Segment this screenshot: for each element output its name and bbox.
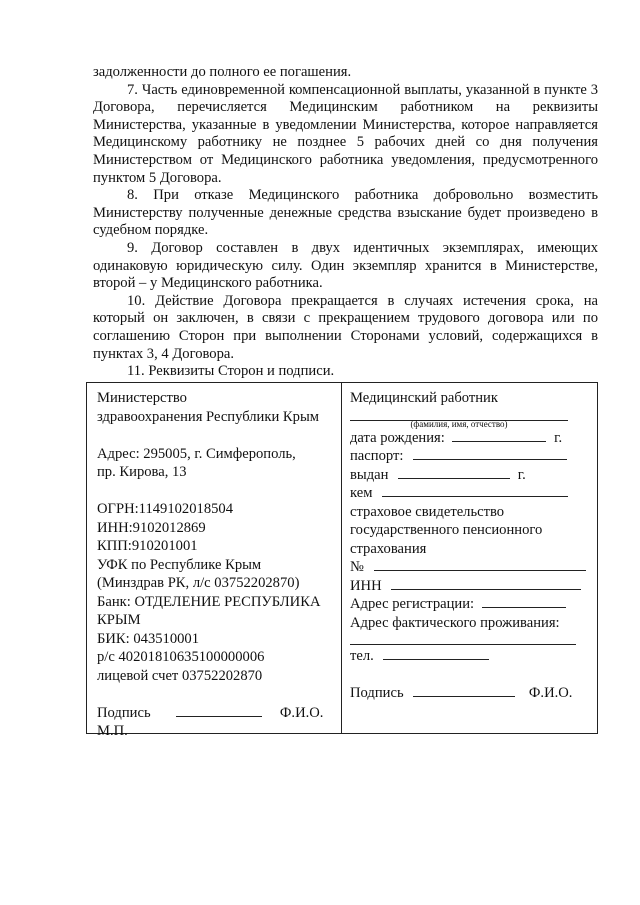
- worker-title: Медицинский работник: [350, 390, 498, 406]
- paragraph-9: 9. Договор составлен в двух идентичных экземплярах, имеющих одинаковую юридическую силу. Один экземпляр хранится в Министерстве, второй – у Медицинского работника.: [93, 239, 598, 292]
- worker-insurance-line2: государственного пенсионного: [350, 522, 543, 538]
- ministry-fio-label: Ф.И.О.: [279, 704, 324, 721]
- paragraph-8: 8. При отказе Медицинского работника добровольно возместить Министерству полученные денежные средства взыскание будет произведено в судебном порядке.: [93, 187, 598, 239]
- contract-body: [93, 64, 598, 381]
- worker-requisites: [350, 389, 595, 703]
- worker-signature-label: Подпись: [350, 685, 404, 701]
- ministry-name-line1: Министерство: [97, 390, 187, 406]
- ministry-address-line1: Адрес: 295005, г. Симферополь,: [97, 445, 296, 462]
- ministry-signature-label: Подпись: [97, 704, 151, 721]
- ministry-bank-line2: КРЫМ: [97, 612, 141, 628]
- ministry-ufk-line1: УФК по Республике Крым: [97, 556, 262, 573]
- worker-phone-row: [350, 647, 595, 666]
- worker-insurance-line1: страховое свидетельство: [350, 503, 505, 520]
- column-divider: [341, 383, 342, 733]
- ministry-bik: БИК: 043510001: [97, 630, 200, 647]
- ministry-signature-row: [97, 704, 337, 723]
- worker-insurance-line3: страхования: [350, 540, 427, 557]
- worker-registration-label: Адрес регистрации:: [350, 596, 475, 612]
- worker-passport-label: паспорт:: [350, 448, 404, 464]
- worker-birth-line[interactable]: [452, 429, 546, 442]
- worker-by-row: [350, 484, 595, 503]
- worker-phone-line[interactable]: [383, 647, 489, 660]
- ministry-ufk-line2: (Минздрав РК, л/с 03752202870): [97, 575, 300, 591]
- paragraph-11: 11. Реквизиты Сторон и подписи.: [127, 363, 335, 380]
- requisites-table: [86, 382, 598, 739]
- ministry-stamp-label: М.П.: [97, 723, 128, 739]
- worker-by-line[interactable]: [382, 484, 568, 497]
- worker-number-label: №: [350, 559, 364, 575]
- worker-signature-line[interactable]: [413, 684, 515, 697]
- worker-issued-year-suffix: г.: [517, 466, 526, 483]
- worker-number-row: [350, 558, 595, 577]
- worker-registration-line[interactable]: [482, 595, 566, 608]
- worker-issued-row: [350, 466, 595, 485]
- ministry-kpp: КПП:910201001: [97, 538, 198, 554]
- worker-birth-row: [350, 429, 595, 448]
- worker-fio-caption: (фамилия, имя, отчество): [410, 418, 508, 429]
- ministry-personal-account: лицевой счет 03752202870: [97, 667, 263, 684]
- ministry-ogrn: ОГРН:1149102018504: [97, 501, 234, 517]
- ministry-inn: ИНН:9102012869: [97, 519, 206, 536]
- worker-number-line[interactable]: [374, 558, 586, 571]
- ministry-requisites: [97, 389, 337, 741]
- worker-passport-line[interactable]: [413, 447, 567, 460]
- paragraph-7: 7. Часть единовременной компенсационной выплаты, указанной в пункте 3 Договора, перечисляется Медицинским работником на реквизиты Министерства, указанные в уведомлении Министерства, которое направляется Медицинскому работнику не позднее 5 рабочих дней со дня получения Министерством от Медицинского работника уведомления, предусмотренного пунктом 5 Договора.: [93, 81, 598, 186]
- worker-inn-row: [350, 577, 595, 596]
- worker-by-label: кем: [350, 485, 373, 501]
- worker-passport-row: [350, 447, 595, 466]
- paragraph-6-end: задолженности до полного ее погашения.: [93, 64, 352, 80]
- worker-issued-line[interactable]: [398, 466, 510, 479]
- worker-residence-line[interactable]: [350, 632, 576, 645]
- ministry-account: р/с 40201810635100000006: [97, 649, 265, 665]
- worker-inn-line[interactable]: [391, 577, 581, 590]
- ministry-address-line2: пр. Кирова, 13: [97, 464, 187, 480]
- worker-signature-row: [350, 684, 595, 703]
- worker-inn-label: ИНН: [350, 577, 382, 594]
- worker-phone-label: тел.: [350, 648, 374, 664]
- ministry-signature-line[interactable]: [176, 704, 262, 717]
- ministry-bank-line1: Банк: ОТДЕЛЕНИЕ РЕСПУБЛИКА: [97, 593, 321, 610]
- worker-fio-label: Ф.И.О.: [528, 685, 573, 701]
- worker-issued-label: выдан: [350, 466, 389, 483]
- worker-residence-label: Адрес фактического проживания:: [350, 614, 560, 631]
- ministry-name-line2: здравоохранения Республики Крым: [97, 408, 319, 425]
- worker-birth-label: дата рождения:: [350, 429, 445, 446]
- paragraph-10: 10. Действие Договора прекращается в случаях истечения срока, на который он заключен, в связи с прекращением трудового договора или по соглашению Сторон при выполнении Сторонами условий, содержащихся в пунктах 3, 4 Договора.: [93, 292, 598, 362]
- worker-birth-year-suffix: г.: [554, 429, 563, 446]
- worker-registration-row: [350, 595, 595, 614]
